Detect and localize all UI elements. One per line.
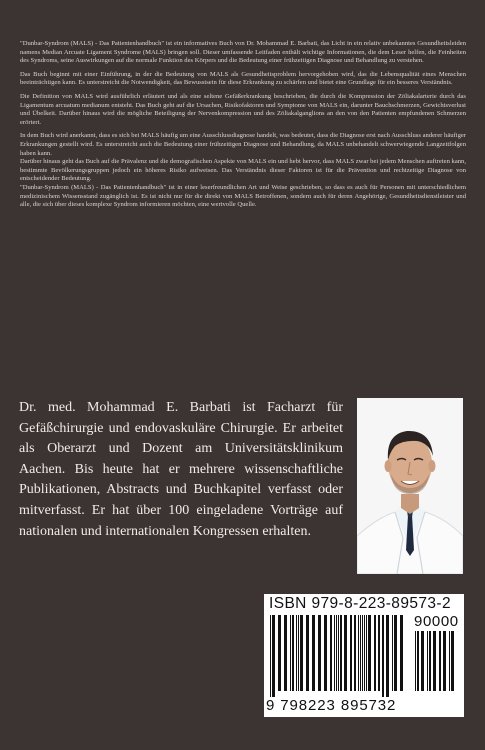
blurb-paragraph-definition: Die Definition von MALS wird ausführlich erläutert und als eine seltene Gefäßerkrankung beschrieben, die durch die Kompression der Zöliakalarterie durch das Ligamentum arcuatum medianum entsteht. Das Buch geht auf die Ursachen, Risikofaktoren und Symptome von MALS ein, darunter Bauchschmerzen, Gewichtsverlust und Übelkeit. Darüber hinaus wird die mögliche Beteiligung der Nervenkompression und des Zöliakalganglions an den von den Patienten empfundenen Schmerzen erörtert. xyxy=(20,92,466,126)
barcode-bar xyxy=(374,615,376,691)
barcode-bar xyxy=(324,615,327,691)
barcode-bar xyxy=(378,615,380,691)
blurb-paragraph-introduction: Das Buch beginnt mit einer Einführung, in der die Bedeutung von MALS als Gesundheitsproblem hervorgehoben wird, das die Lebensqualität eines Menschen beeinträchtigen kann. Es unterstreicht die Notwendigkeit, das Bewusstsein für diese Erkrankung zu schärfen und bietet eine Grundlage für ein besseres Verständnis. xyxy=(20,70,466,87)
barcode-addon-code: 90000 xyxy=(414,613,459,630)
barcode-bar xyxy=(362,615,363,691)
barcode-bar xyxy=(451,631,454,691)
barcode-bar xyxy=(340,615,342,691)
author-bio: Dr. med. Mohammad E. Barbati ist Facharzt für Gefäßchirurgie und endovaskuläre Chirurgie. Er arbeitet als Oberarzt und Dozent am Universitätsklinikum Aachen. Bis heute hat er mehrere wissenschaftliche Publikationen, Abstracts und Buchkapitel verfasst oder mitverfasst. Er hat über 100 eingeladene Vorträge auf nationalen und internationalen Kongressen erhalten. xyxy=(19,400,343,539)
barcode-bar xyxy=(278,615,281,691)
barcode-bar xyxy=(344,615,347,691)
author-photo xyxy=(357,398,463,574)
barcode-bar xyxy=(449,631,450,691)
barcode-bar xyxy=(330,615,332,691)
blurb-paragraph-audience: "Dunbar-Syndrom (MALS) - Das Patientenhandbuch" ist in einer leserfreundlichen Art und Weise geschrieben, so dass es auch für Personen mit unterschiedlichem medizinischem Wissensstand zugänglich ist. Es ist nicht nur für die direkt von MALS Betroffenen, sondern auch für deren Angehörige, Gesundheitsdienstleister und alle, die sich über dieses komplexe Syndrom informieren möchten, eine wertvolle Quelle. xyxy=(20,183,466,209)
barcode-bar xyxy=(368,615,371,691)
barcode-bar xyxy=(306,615,309,691)
barcode-bar xyxy=(360,615,361,691)
addon-barcode-bars xyxy=(413,631,460,697)
barcode-bar xyxy=(382,615,384,697)
barcode-bar xyxy=(338,615,339,691)
barcode-bar xyxy=(354,615,356,691)
barcode-bar xyxy=(427,631,428,691)
barcode-bar xyxy=(392,615,393,691)
barcode-bar xyxy=(312,615,315,691)
barcode-bar xyxy=(284,615,287,691)
barcode-bar xyxy=(400,615,403,691)
isbn-barcode xyxy=(264,594,464,717)
barcode-bar xyxy=(394,615,397,691)
blurb-paragraph-intro: "Dunbar-Syndrom (MALS) - Das Patientenhandbuch" ist ein informatives Buch von Dr. Mohammad E. Barbati, das Licht in ein relativ unbekanntes Gesundheitsleiden namens Median Arcuate Ligament Syndrome (MALS) bringen soll. Dieser umfassende Leitfaden enthält wichtige Informationen, die dem Leser helfen, die Feinheiten des Syndroms, seine Auswirkungen auf die normale Funktion des Körpers und die Bedeutung einer frühzeitigen Diagnose und Behandlung zu verstehen. xyxy=(20,40,466,65)
barcode-bar xyxy=(364,615,365,691)
barcode-bar xyxy=(439,631,441,691)
ean-barcode-bars xyxy=(268,615,410,697)
barcode-bar xyxy=(318,615,321,691)
author-portrait-image xyxy=(357,398,463,574)
barcode-bar xyxy=(386,615,389,697)
barcode-bar xyxy=(421,631,424,691)
barcode-bar xyxy=(296,615,297,691)
barcode-bar xyxy=(298,615,299,691)
blurb-paragraph-prevalence: Darüber hinaus geht das Buch auf die Prävalenz und die demografischen Aspekte von MALS ein und hebt hervor, dass MALS zwar bei jedem Menschen auftreten kann, bestimmte Bevölkerungsgruppen jedoch ein höheres Risiko aufweisen. Das Verständnis dieser Faktoren ist für die Prävention und rechtzeitige Diagnose von entscheidender Bedeutung. xyxy=(20,158,466,183)
barcode-bar xyxy=(300,615,303,691)
barcode-bar xyxy=(415,631,416,691)
barcode-bar xyxy=(334,615,335,691)
back-cover-blurb xyxy=(20,40,466,215)
isbn-label: ISBN 979-8-223-89573-2 xyxy=(269,595,451,612)
barcode-bar xyxy=(417,631,419,691)
barcode-bar xyxy=(350,615,352,691)
blurb-paragraph-diagnosis: In dem Buch wird anerkannt, dass es sich bei MALS häufig um eine Ausschlussdiagnose handelt, was bedeutet, dass die Diagnose erst nach Ausschluss anderer häufiger Erkrankungen gestellt wird. Es unterstreicht auch die Bedeutung einer frühzeitigen Diagnose und Behandlung, da MALS unbehandelt schwerwiegende Langzeitfolgen haben kann. xyxy=(20,132,466,157)
barcode-bar xyxy=(429,631,431,691)
barcode-bar xyxy=(292,615,294,691)
ean-digits: 9 798223 895732 xyxy=(266,697,397,714)
barcode-bar xyxy=(336,615,337,691)
barcode-bar xyxy=(433,631,436,691)
barcode-bar xyxy=(290,615,291,691)
barcode-bar xyxy=(272,615,275,697)
barcode-bar xyxy=(366,615,367,691)
barcode-bar xyxy=(270,615,271,697)
barcode-bar xyxy=(443,631,446,691)
barcode-bar xyxy=(358,615,359,691)
